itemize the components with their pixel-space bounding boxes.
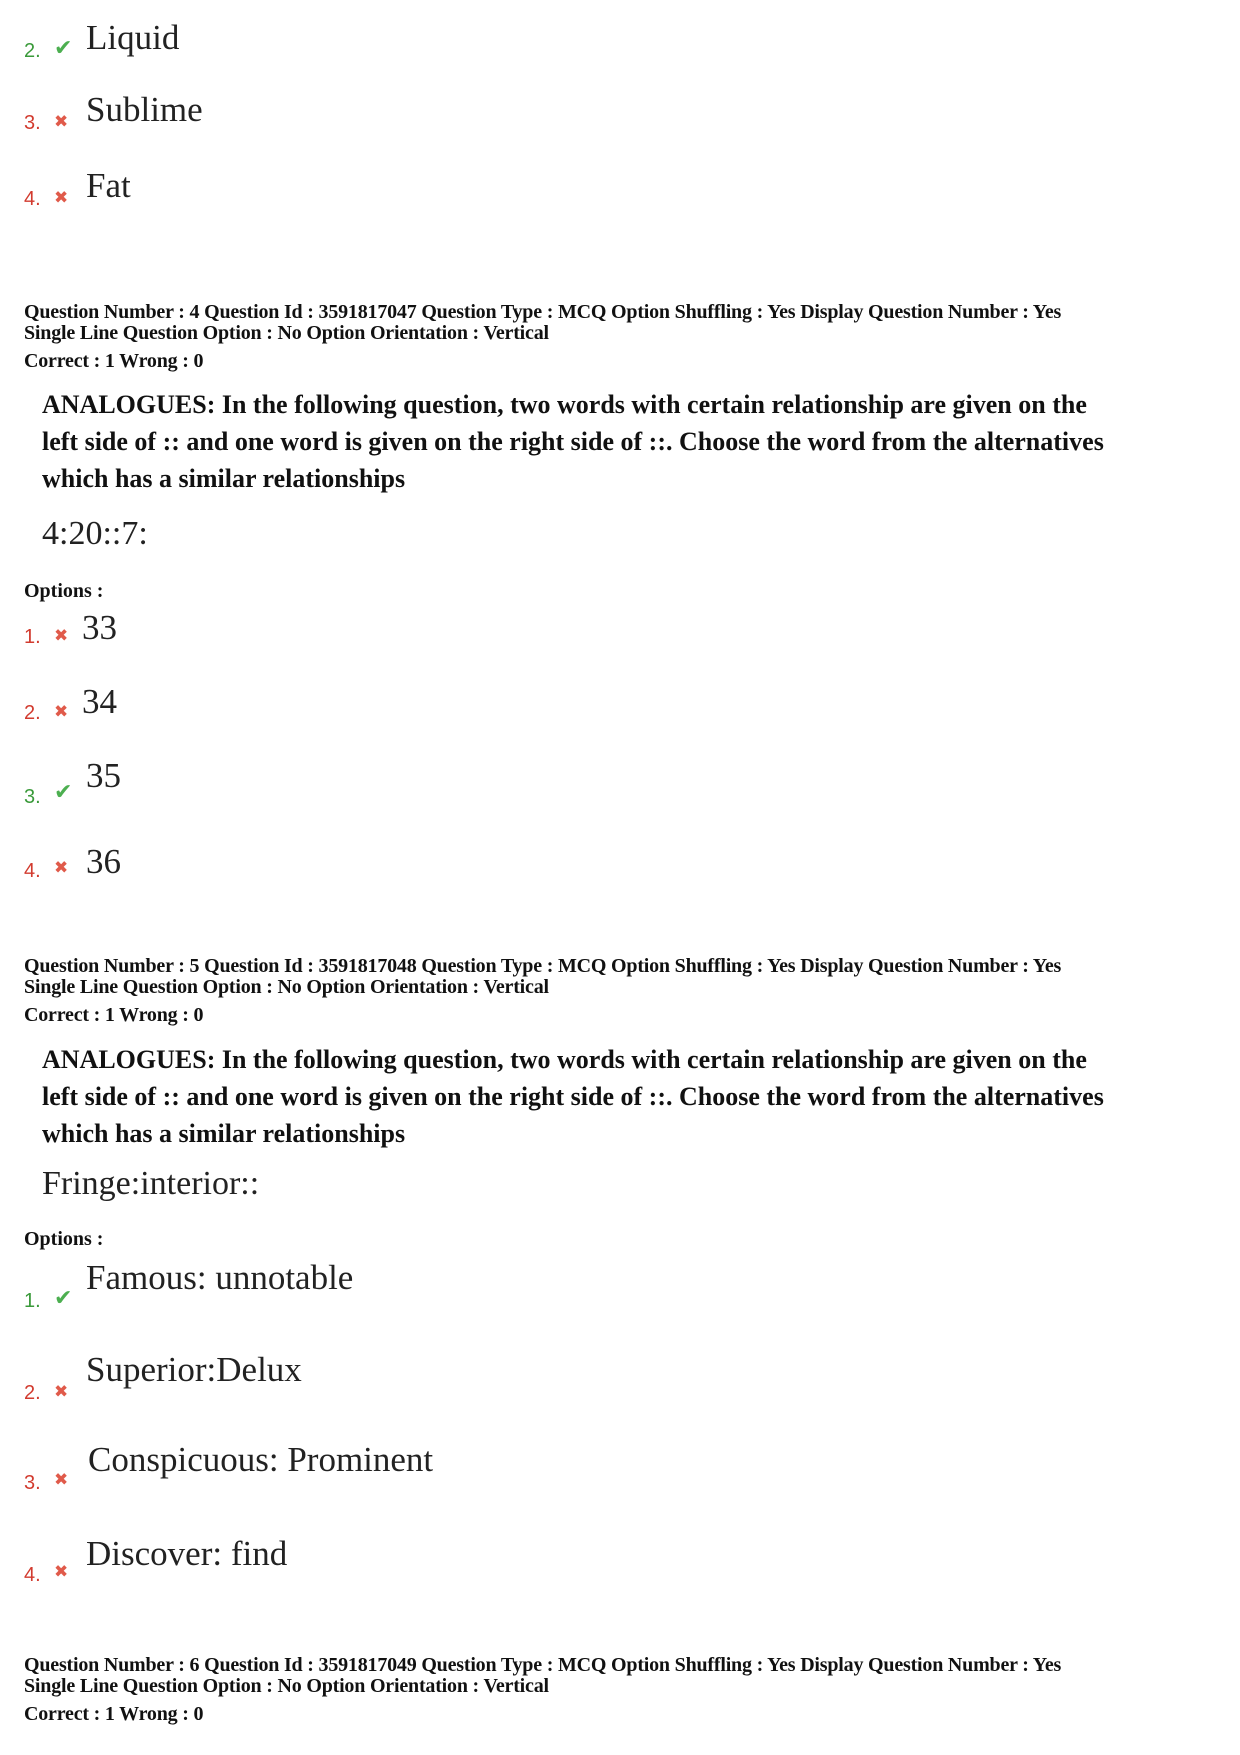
option-number: 4.	[24, 1564, 41, 1586]
option-text: Famous: unnotable	[86, 1258, 354, 1297]
option-text: 34	[82, 682, 117, 721]
option-text: 35	[86, 756, 121, 795]
cross-icon: ✖	[54, 1382, 69, 1402]
check-icon: ✔	[54, 1286, 73, 1311]
options-label: Options :	[24, 1228, 104, 1250]
option-item	[24, 682, 924, 742]
question-meta-options: Single Line Question Option : No Option Orientation : Vertical	[24, 322, 549, 344]
option-item	[24, 1350, 924, 1410]
question-expression: 4:20::7:	[42, 515, 148, 552]
option-number: 3.	[24, 1472, 41, 1494]
option-item	[24, 1258, 924, 1318]
option-number: 2.	[24, 1382, 41, 1404]
question-expression: Fringe:interior::	[42, 1165, 260, 1202]
option-text: Sublime	[86, 90, 203, 129]
options-label: Options :	[24, 580, 104, 602]
question-meta: Question Number : 6 Question Id : 3591817049 Question Type : MCQ Option Shuffling : Yes Display Question Number : Yes	[24, 1654, 1062, 1676]
question-marks: Correct : 1 Wrong : 0	[24, 1703, 204, 1725]
option-number: 2.	[24, 702, 41, 724]
question-text: ANALOGUES: In the following question, two words with certain relationship are given on the left side of :: and one word is given on the right side of ::. Choose the word from the alternatives which has a similar relationships	[42, 390, 1104, 493]
question-text: ANALOGUES: In the following question, two words with certain relationship are given on the left side of :: and one word is given on the right side of ::. Choose the word from the alternatives which has a similar relationships	[42, 1045, 1104, 1148]
question-marks: Correct : 1 Wrong : 0	[24, 350, 204, 372]
cross-icon: ✖	[54, 626, 69, 646]
option-number: 1.	[24, 626, 41, 648]
cross-icon: ✖	[54, 1470, 69, 1490]
option-item	[24, 90, 924, 150]
option-item	[24, 1534, 924, 1594]
option-item	[24, 756, 924, 816]
question-marks: Correct : 1 Wrong : 0	[24, 1004, 204, 1026]
option-item	[24, 842, 924, 902]
cross-icon: ✖	[54, 1562, 69, 1582]
question-meta-options: Single Line Question Option : No Option Orientation : Vertical	[24, 976, 549, 998]
option-text: 36	[86, 842, 121, 881]
check-icon: ✔	[54, 780, 73, 805]
cross-icon: ✖	[54, 112, 69, 132]
option-number: 4.	[24, 860, 41, 882]
option-item	[24, 1440, 924, 1500]
check-icon: ✔	[54, 36, 73, 61]
cross-icon: ✖	[54, 188, 69, 208]
option-text: Conspicuous: Prominent	[88, 1440, 434, 1479]
option-text: Fat	[86, 166, 131, 205]
question-meta: Question Number : 4 Question Id : 3591817047 Question Type : MCQ Option Shuffling : Yes Display Question Number : Yes	[24, 301, 1062, 323]
option-item	[24, 18, 924, 78]
option-text: 33	[82, 608, 117, 647]
option-number: 3.	[24, 786, 41, 808]
question-meta: Question Number : 5 Question Id : 3591817048 Question Type : MCQ Option Shuffling : Yes Display Question Number : Yes	[24, 955, 1062, 977]
option-number: 4.	[24, 188, 41, 210]
option-item	[24, 608, 924, 668]
option-text: Superior:Delux	[86, 1350, 302, 1389]
option-item	[24, 166, 924, 226]
cross-icon: ✖	[54, 702, 69, 722]
question-meta-options: Single Line Question Option : No Option Orientation : Vertical	[24, 1675, 549, 1697]
option-text: Discover: find	[86, 1534, 288, 1573]
option-number: 3.	[24, 112, 41, 134]
cross-icon: ✖	[54, 858, 69, 878]
option-number: 2.	[24, 40, 41, 62]
option-text: Liquid	[86, 18, 180, 57]
option-number: 1.	[24, 1290, 41, 1312]
